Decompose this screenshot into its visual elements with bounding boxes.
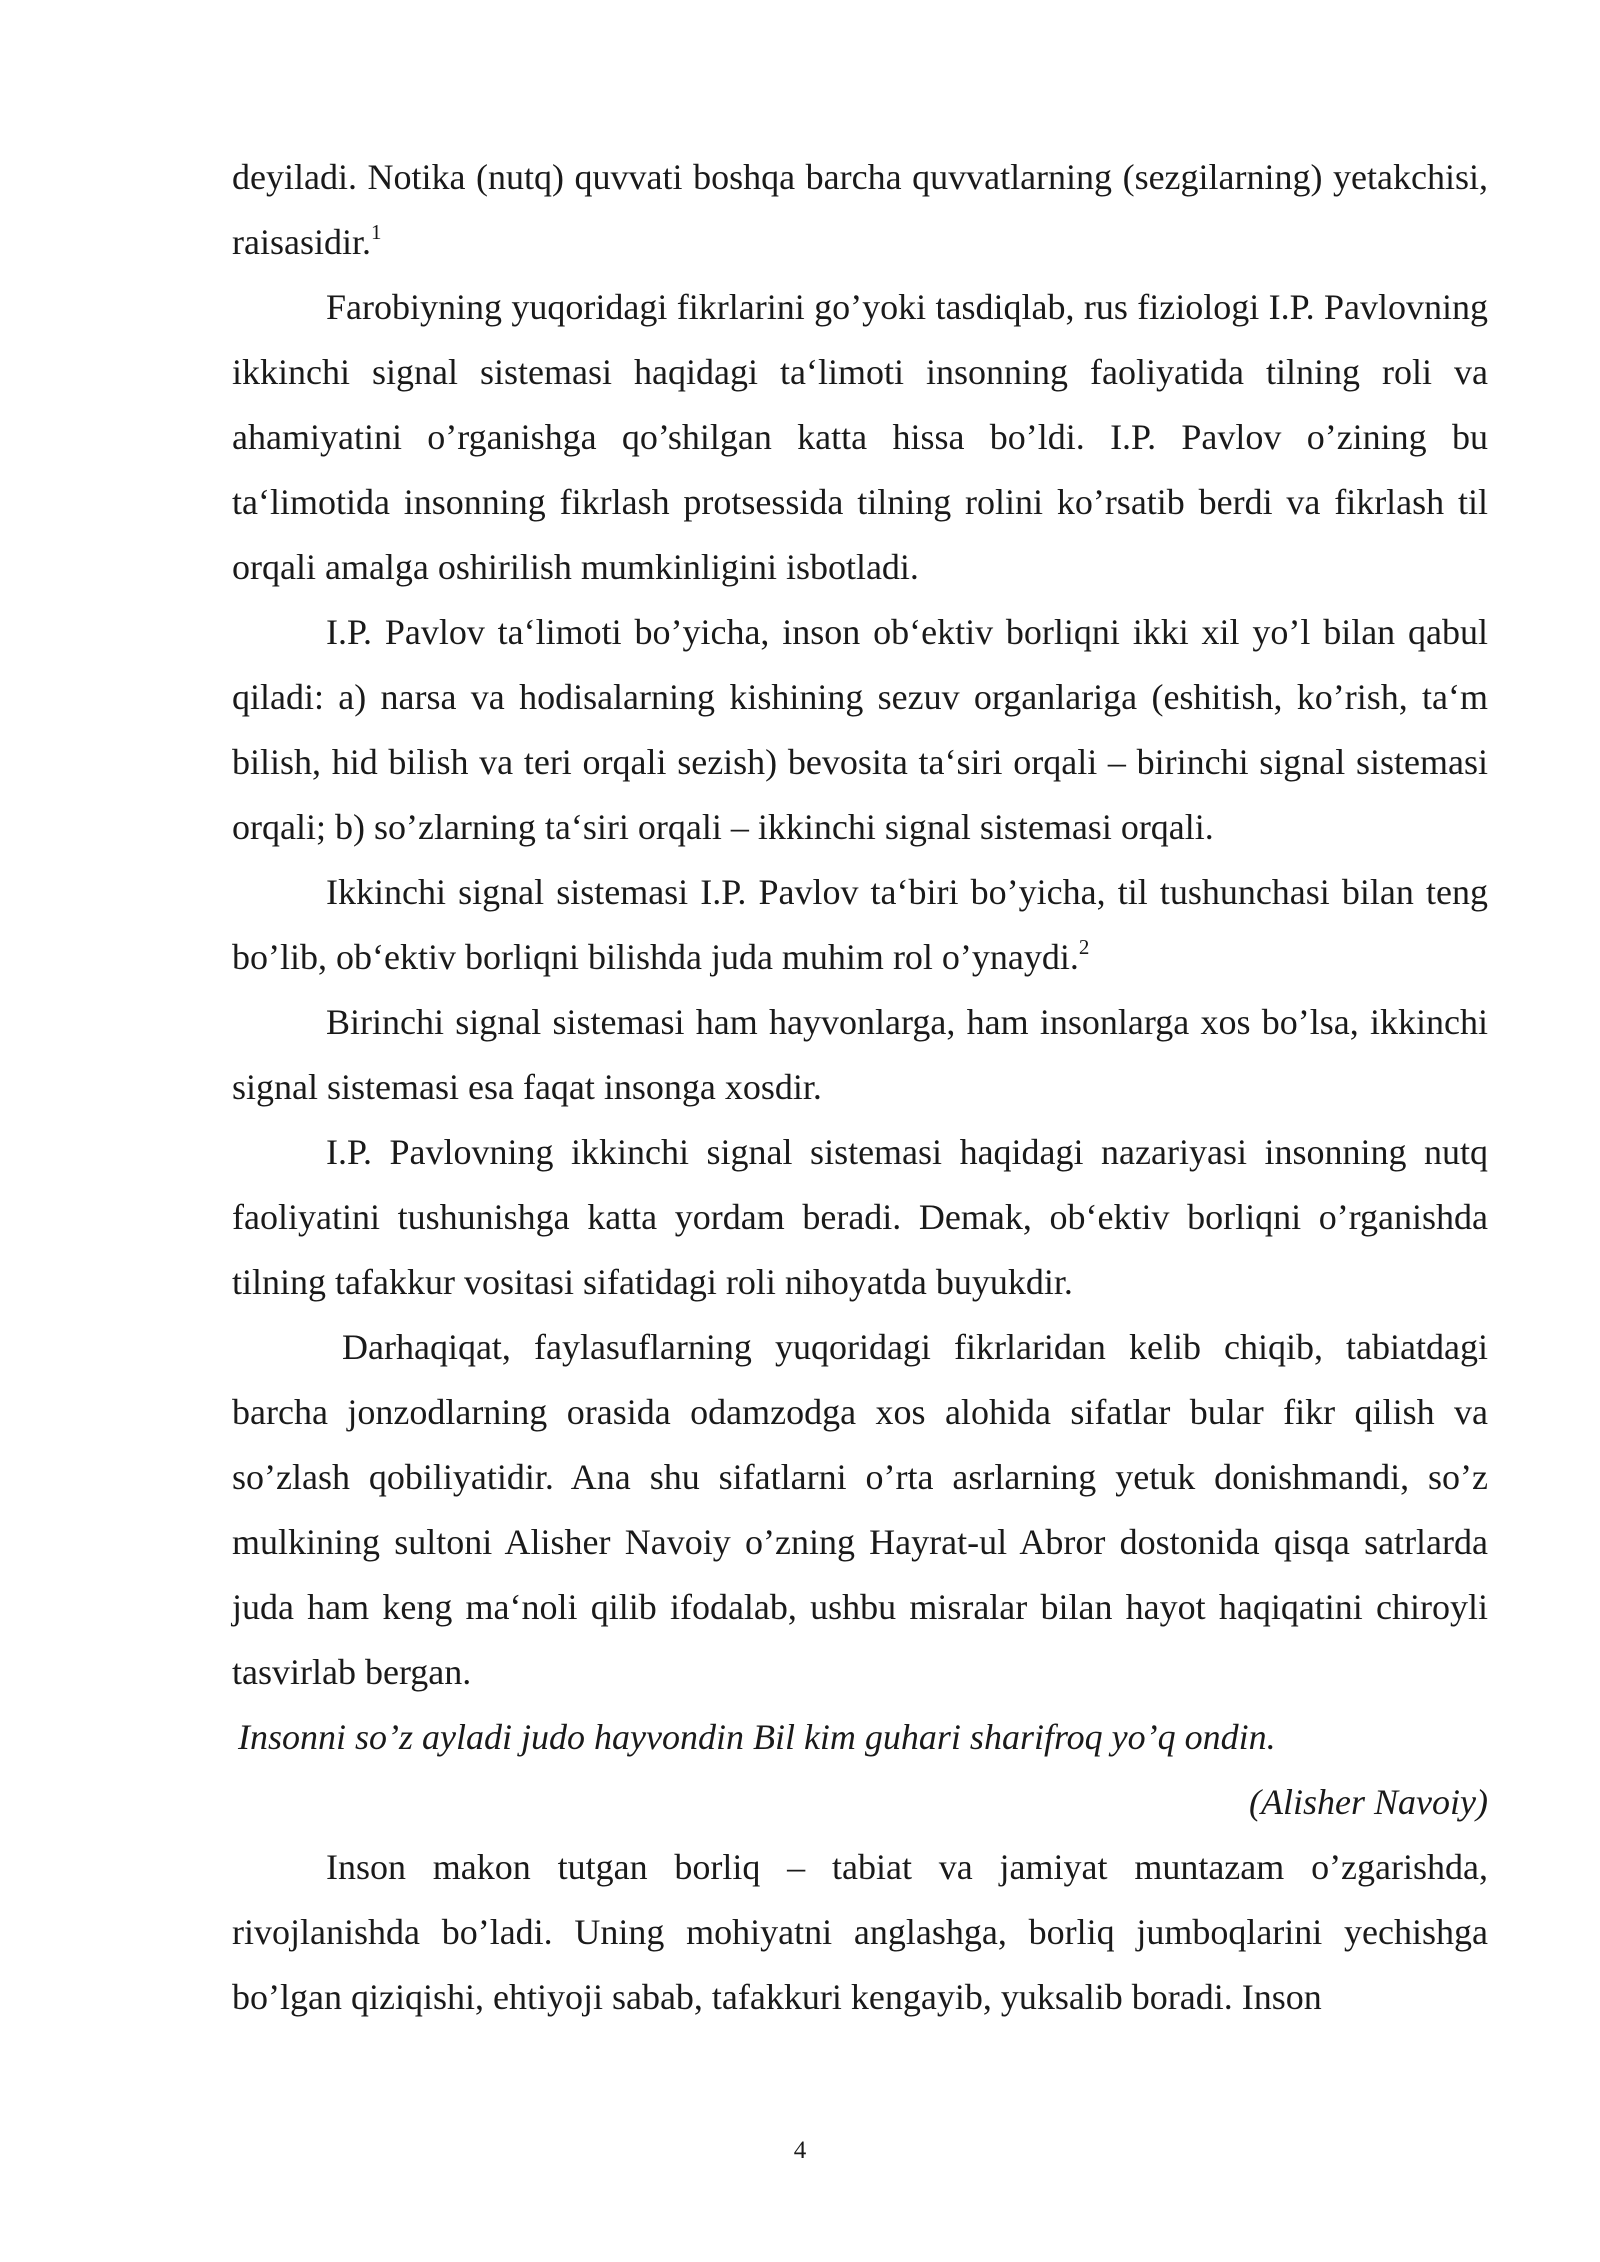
poem-quote: Insonni so’z ayladi judo hayvondin Bil kim guhari sharifroq yo’q ondin. (238, 1717, 1276, 1757)
paragraph-darhaqiqat: Darhaqiqat, faylasuflarning yuqoridagi fikrlaridan kelib chiqib, tabiatdagi barcha jonzodlarning orasida odamzodga xos alohida sifatlar bular fikr qilish va so’zlash qobiliyatidir. Ana shu sifatlarni o’rta asrlarning yetuk donishmandi, so’z mulkining sultoni Alisher Navoiy o’zning Hayrat-ul Abror dostonida qisqa satrlarda juda ham keng ma‘noli qilib ifodalab, ushbu misralar bilan hayot haqiqatini chiroyli tasvirlab bergan. (232, 1327, 1488, 1692)
paragraph-farobiy-pavlov: Farobiyning yuqoridagi fikrlarini go’yoki tasdiqlab, rus fiziologi I.P. Pavlovning ikkinchi signal sistemasi haqidagi ta‘limoti insonning faoliyatida tilning roli va ahamiyatini o’rganishga qo’shilgan katta hissa bo’ldi. I.P. Pavlov o’zining bu ta‘limotida insonning fikrlash protsessida tilning rolini ko’rsatib berdi va fikrlash til orqali amalga oshirilish mumkinligini isbotladi. (232, 287, 1488, 587)
paragraph-text: Ikkinchi signal sistemasi I.P. Pavlov ta‘biri bo’yicha, til tushunchasi bilan teng bo’lib, ob‘ektiv borliqni bilishda juda muhim rol o’ynaydi. (232, 872, 1488, 977)
footnote-marker-1[interactable]: 1 (370, 220, 382, 244)
quote-author: (Alisher Navoiy) (1249, 1782, 1488, 1822)
footnote-marker-2[interactable]: 2 (1078, 935, 1090, 959)
paragraph-pavlov-teaching: I.P. Pavlov ta‘limoti bo’yicha, inson ob‘ektiv borliqni ikki xil yo’l bilan qabul qiladi: a) narsa va hodisalarning kishining sezuv organlariga (eshitish, ko’rish, ta‘m bilish, hid bilish va teri orqali sezish) bevosita ta‘siri orqali – birinchi signal sistemasi orqali; b) so’zlarning ta‘siri orqali – ikkinchi signal sistemasi orqali. (232, 612, 1488, 847)
paragraph-first-signal-system: Birinchi signal sistemasi ham hayvonlarga, ham insonlarga xos bo’lsa, ikkinchi signal sistemasi esa faqat insonga xosdir. (232, 1002, 1488, 1107)
document-page (232, 145, 1488, 2030)
paragraph-second-signal-system (232, 860, 1488, 990)
page-number: 4 (793, 2137, 807, 2164)
paragraph-pavlov-theory: I.P. Pavlovning ikkinchi signal sistemasi haqidagi nazariyasi insonning nutq faoliyatini tushunishga katta yordam beradi. Demak, ob‘ektiv borliqni o’rganishda tilning tafakkur vositasi sifatidagi roli nihoyatda buyukdir. (232, 1132, 1488, 1302)
paragraph-inson-makon: Inson makon tutgan borliq – tabiat va jamiyat muntazam o’zgarishda, rivojlanishda bo’ladi. Uning mohiyatni anglashga, borliq jumboqlarini yechishga bo’lgan qiziqishi, ehtiyoji sabab, tafakkuri kengayib, yuksalib boradi. Inson (232, 1847, 1488, 2017)
paragraph-continuation (232, 145, 1488, 275)
paragraph-text: deyiladi. Notika (nutq) quvvati boshqa barcha quvvatlarning (sezgilarning) yetakchisi, raisasidir. (232, 157, 1488, 262)
